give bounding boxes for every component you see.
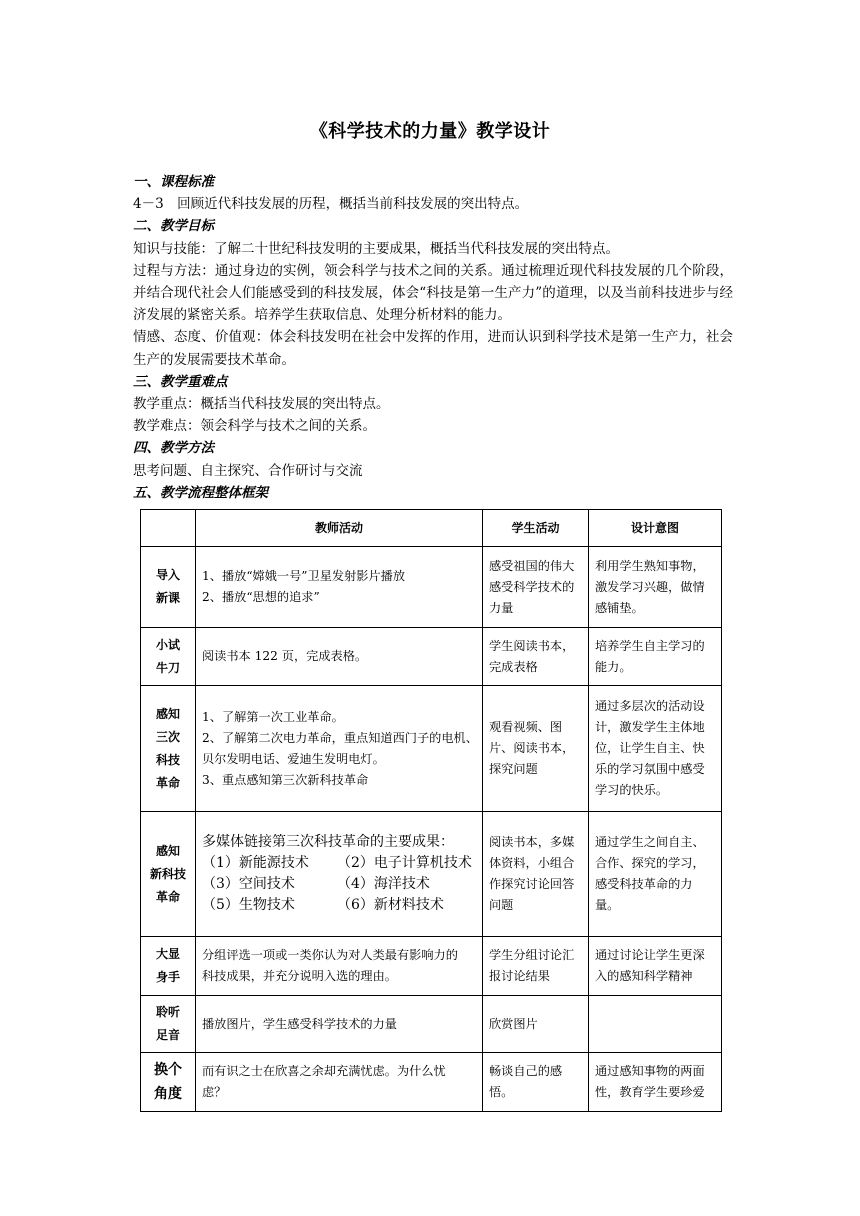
document-body: [133, 171, 733, 504]
section-heading-standard: 一、课程标准: [133, 174, 214, 190]
list-item: （2）电子计算机技术: [337, 855, 472, 871]
standard-text: 4－3 回顾近代科技发展的历程，概括当前科技发展的突出特点。: [133, 196, 529, 213]
student-cell: 阅读书本，多媒体资料，小组合作探究讨论回答问题: [483, 812, 589, 937]
document-title: 《科学技术的力量》教学设计: [309, 121, 551, 142]
student-cell: 学生分组讨论汇报讨论结果: [483, 937, 589, 996]
header-teacher: 教师活动: [196, 510, 483, 547]
table-row: [141, 937, 722, 996]
intent-cell: 通过学生之间自主、合作、探究的学习，感受科技革命的力量。: [589, 812, 722, 937]
intent-cell: 培养学生自主学习的能力。: [589, 628, 722, 686]
student-cell: 感受祖国的伟大感受科学技术的力量: [483, 547, 589, 628]
header-student: 学生活动: [483, 510, 589, 547]
stage-cell: 感知 新科技 革命: [141, 812, 196, 937]
section-heading-framework: 五、教学流程整体框架: [133, 484, 268, 501]
teacher-cell: 1、了解第一次工业革命。 2、了解第二次电力革命，重点知道西门子的电机、 贝尔发明电话、爱迪生发明电灯。 3、重点感知第三次新科技革命: [196, 686, 483, 812]
stage-cell: 小试 牛刀: [141, 628, 196, 686]
stage-cell: 聆听 足音: [141, 996, 196, 1053]
teacher-cell: 而有识之士在欣喜之余却充满忧虑。为什么忧 虑？: [196, 1053, 483, 1112]
table-header-row: [141, 510, 722, 547]
goal-process: 过程与方法：通过身边的实例，领会科学与技术之间的关系。通过梳理近现代科技发展的几个阶段，并结合现代社会人们能感受到的科技发展，体会“科技是第一生产力”的道理，以及当前科技进步与经济发展的紧密关系。培养学生获取信息、处理分析材料的能力。: [133, 262, 733, 324]
student-cell: 学生阅读书本，完成表格: [483, 628, 589, 686]
stage-cell: 感知 三次 科技 革命: [141, 686, 196, 812]
list-item: （5）生物技术: [202, 897, 295, 913]
intent-cell: 利用学生熟知事物，激发学习兴趣，做情感铺垫。: [589, 547, 722, 628]
table-row: [141, 996, 722, 1053]
teaching-flow-table: [140, 509, 722, 1112]
table-row: [141, 686, 722, 812]
table-row: [141, 547, 722, 628]
teacher-cell: 1、播放“嫦娥一号”卫星发射影片播放 2、播放“思想的追求”: [196, 547, 483, 628]
goal-emotion: 情感、态度、价值观：体会科技发明在社会中发挥的作用，进而认识到科学技术是第一生产力，社会生产的发展需要技术革命。: [133, 329, 733, 368]
table-row: [141, 812, 722, 937]
methods-text: 思考问题、自主探究、合作研讨与交流: [133, 462, 363, 479]
intent-cell: 通过多层次的活动设计，激发学生主体地位，让学生自主、快乐的学习氛围中感受学习的快乐。: [589, 686, 722, 812]
stage-cell: 导入 新课: [141, 547, 196, 628]
teacher-cell: 阅读书本 122 页，完成表格。: [196, 628, 483, 686]
intent-cell: 通过讨论让学生更深入的感知科学精神: [589, 937, 722, 996]
list-item: （6）新材料技术: [337, 897, 444, 913]
table-row: [141, 628, 722, 686]
student-cell: 观看视频、图片、阅读书本，探究问题: [483, 686, 589, 812]
section-heading-methods: 四、教学方法: [133, 440, 214, 457]
achievements-list: [202, 853, 476, 916]
list-item: （3）空间技术: [202, 876, 295, 892]
table-row: [141, 1053, 722, 1112]
teacher-cell: 分组评选一项或一类你认为对人类最有影响力的 科技成果，并充分说明入选的理由。: [196, 937, 483, 996]
difficult-point: 教学难点：领会科学与技术之间的关系。: [133, 418, 376, 435]
header-intent: 设计意图: [589, 510, 722, 547]
list-item: （1）新能源技术: [202, 855, 309, 871]
intent-cell: [589, 996, 722, 1053]
achievements-intro: 多媒体链接第三次科技革命的主要成果：: [202, 834, 454, 850]
teacher-cell: 播放图片，学生感受科学技术的力量: [196, 996, 483, 1053]
student-cell: 畅谈自己的感悟。: [483, 1053, 589, 1112]
intent-cell: 通过感知事物的两面性，教育学生要珍爱: [589, 1053, 722, 1112]
section-heading-goals: 二、教学目标: [133, 218, 214, 235]
section-heading-keypoints: 三、教学重难点: [133, 373, 228, 390]
teacher-cell: [196, 812, 483, 937]
header-stage: [141, 510, 196, 547]
stage-cell: 换个 角度: [141, 1053, 196, 1112]
stage-cell: 大显 身手: [141, 937, 196, 996]
key-point: 教学重点：概括当代科技发展的突出特点。: [133, 395, 390, 412]
student-cell: 欣赏图片: [483, 996, 589, 1053]
goal-knowledge: 知识与技能：了解二十世纪科技发明的主要成果，概括当代科技发展的突出特点。: [133, 240, 619, 257]
list-item: （4）海洋技术: [337, 876, 430, 892]
